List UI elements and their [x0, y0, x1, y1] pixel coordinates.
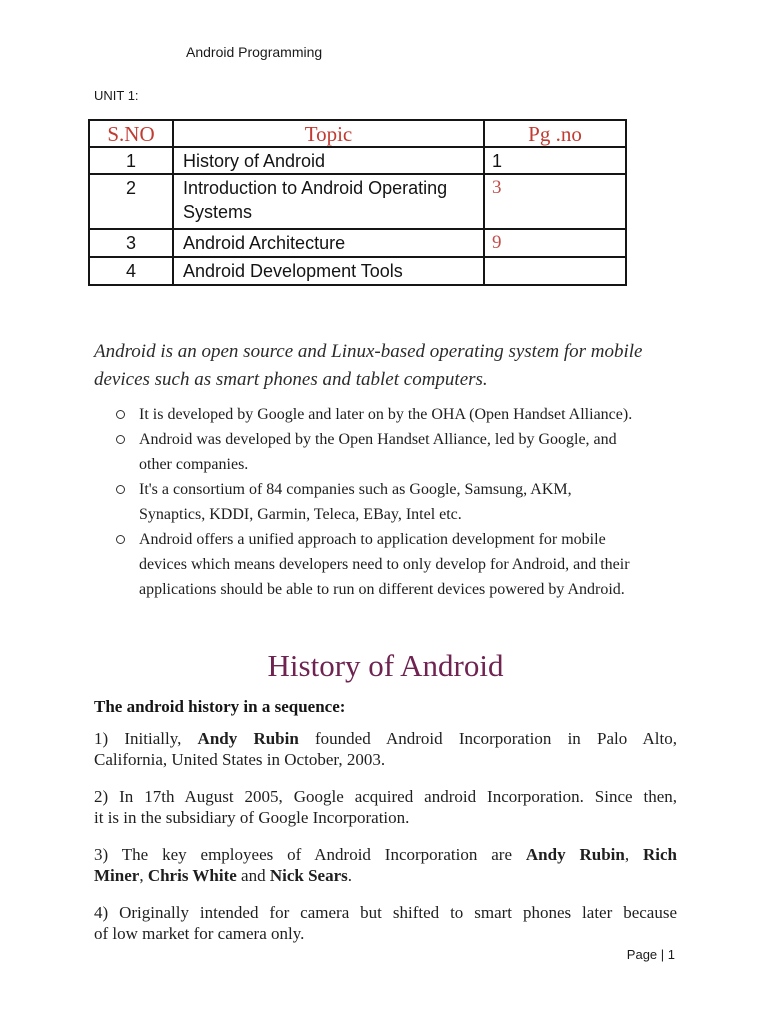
paragraph-line: Miner, Chris White and Nick Sears.: [94, 866, 352, 885]
paragraph-line: 2) In 17th August 2005, Google acquired android Incorporation. Since then,: [94, 787, 677, 806]
topic-cell: Introduction to Android Operating Systems: [173, 174, 484, 229]
list-item: [112, 402, 639, 427]
sno-cell: 3: [89, 229, 173, 257]
list-item: [112, 527, 639, 602]
toc-table: [88, 119, 627, 286]
topic-cell: History of Android: [173, 147, 484, 174]
paragraph-line: 4) Originally intended for camera but shifted to smart phones later because: [94, 903, 677, 922]
sno-cell: 1: [89, 147, 173, 174]
bullet-circle-icon: [116, 435, 125, 444]
bullet-text: Android offers a unified approach to application development for mobile devices which means developers need to only develop for Android, and their applications should be able to run on different devices powered by Android.: [139, 531, 630, 598]
page-number: Page | 1: [626, 947, 675, 962]
section-subheading: The android history in a sequence:: [94, 697, 346, 716]
paragraph-line: it is in the subsidiary of Google Incorporation.: [94, 808, 410, 827]
paragraph: [94, 786, 677, 828]
bullet-circle-icon: [116, 535, 125, 544]
doc-header-title: Android Programming: [186, 44, 323, 60]
page-cell: [484, 257, 626, 285]
bullet-list: [112, 402, 639, 602]
paragraph: [94, 728, 677, 770]
table-row: [89, 257, 626, 285]
page-cell: 3: [484, 174, 626, 229]
table-header-sno: S.NO: [89, 120, 173, 147]
unit-label: UNIT 1:: [94, 88, 139, 103]
bullet-text: It is developed by Google and later on by the OHA (Open Handset Alliance).: [139, 406, 633, 423]
bullet-text: It's a consortium of 84 companies such as Google, Samsung, AKM, Synaptics, KDDI, Garmin, Teleca, EBay, Intel etc.: [139, 481, 572, 523]
page-cell: 1: [484, 147, 626, 174]
table-row: [89, 174, 626, 229]
table-header-topic: Topic: [173, 120, 484, 147]
table-row: [89, 229, 626, 257]
paragraph-line: 3) The key employees of Android Incorporation are Andy Rubin, Rich: [94, 845, 677, 864]
paragraph-line: 1) Initially, Andy Rubin founded Android Incorporation in Palo Alto,: [94, 729, 677, 748]
bullet-circle-icon: [116, 410, 125, 419]
table-header-row: [89, 120, 626, 147]
sno-cell: 2: [89, 174, 173, 229]
lead-italic-paragraph: Android is an open source and Linux-based operating system for mobile devices such as smart phones and tablet computers.: [94, 341, 643, 390]
bullet-text: Android was developed by the Open Handset Alliance, led by Google, and other companies.: [139, 431, 617, 473]
history-paragraphs: [94, 728, 677, 960]
page-cell: 9: [484, 229, 626, 257]
table-header-pgno: Pg .no: [484, 120, 626, 147]
paragraph: [94, 902, 677, 944]
topic-cell: Android Development Tools: [173, 257, 484, 285]
paragraph: [94, 844, 677, 886]
topic-cell: Android Architecture: [173, 229, 484, 257]
paragraph-line: California, United States in October, 2003.: [94, 750, 386, 769]
sno-cell: 4: [89, 257, 173, 285]
table-row: [89, 147, 626, 174]
list-item: [112, 477, 639, 527]
paragraph-line: of low market for camera only.: [94, 924, 305, 943]
section-heading: History of Android: [267, 648, 504, 683]
list-item: [112, 427, 639, 477]
bullet-circle-icon: [116, 485, 125, 494]
